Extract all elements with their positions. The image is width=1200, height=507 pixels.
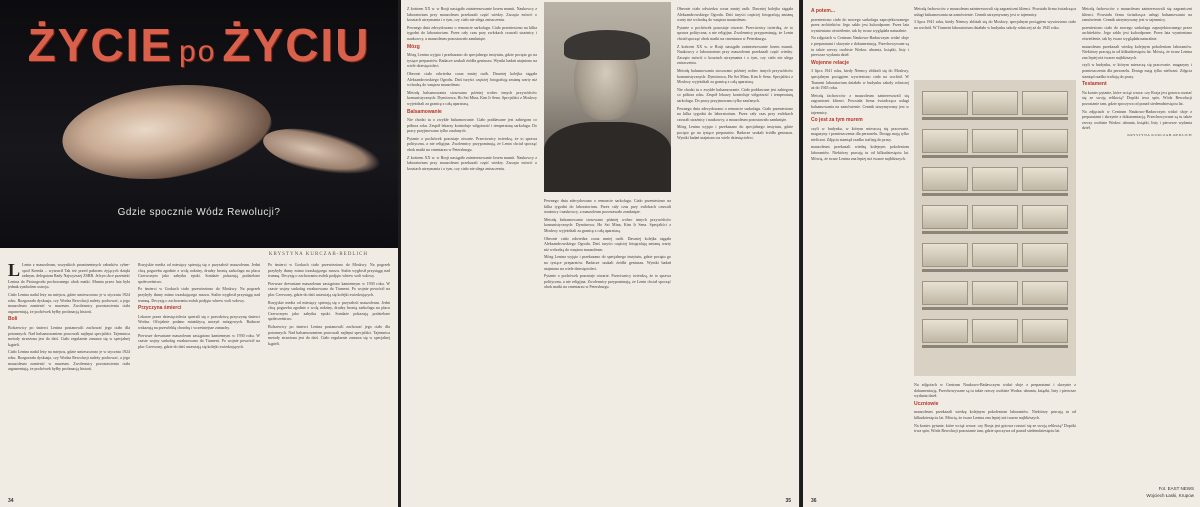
archive-box (1022, 243, 1068, 267)
archive-box (922, 167, 968, 191)
paragraph: Pierwsze drewniane mauzoleum zastąpiono kamiennym w 1930 roku. W czasie wojny sarkofag ewakuowano do Tiumeni. Po wojnie powrócił na plac Czerwony, gdzie do dziś ustawiają się kolejki zwiedzających. (268, 280, 390, 297)
paragraph: Na koniec pytanie, które wciąż wraca: czy Rosja jest gotowa rozstać się ze swoją relikwią? Dopóki trwa spór, Wódz Rewolucji pozostanie tam, gdzie spoczywa od ponad siedemdziesięciu lat. (914, 422, 1076, 434)
paragraph: Pytanie o pochówek pozostaje otwarte. Przeciwnicy twierdzą, że to sprawa polityczna, a nie religijna. Zwolennicy przypominają, że Lenin chciał spocząć obok matki na cmentarzu w Petersburgu. (544, 273, 671, 290)
column (268, 262, 390, 497)
page36-left-column (811, 6, 909, 496)
lenin-hand-image (259, 120, 385, 184)
paragraph: Na zdjęciach w Centrum Naukowo-Badawczym widać słoje z preparatami i skrzynie z dokumentacją. Przechowywane są tu także rzeczy osobiste Wodza: ubrania, książki, listy i pierwsze wydania dzieł. (914, 382, 1076, 399)
paragraph: Na koniec pytanie, które wciąż wraca: czy Rosja jest gotowa rozstać się ze swoją relikwią? Dopóki trwa spór, Wódz Rewolucji pozostanie tam, gdzie spoczywa od ponad siedemdziesięciu lat. (1082, 89, 1192, 106)
title-word-zyciu: ŻYCIU (222, 19, 371, 71)
paragraph: Pewnego dnia zdecydowano o remoncie sarkofagu. Ciało przeniesiono na kilka tygodni do laboratorium. Przez cały czas przy zwłokach czuwali strażnicy i naukowcy, a mauzoleum pozostawało zamknięte. (677, 105, 793, 122)
page35-right-column (677, 6, 793, 496)
archive-box (972, 167, 1018, 191)
paragraph: Lekarze przez dziesięciolecia spierali się o prawdziwą przyczynę śmierci Wodza. Oficjalnie podano miażdżycę naczyń mózgowych. Badacze wskazują na przewlekłą chorobę i wcześniejsze zamachy. (138, 313, 260, 330)
paragraph: Z końcem XX w. w Rosji nastąpiło zainteresowanie losem mumii. Naukowcy z laboratorium przy mauzoleum przekazali część wiedzy. Zaczęto mówić o kosztach utrzymania i o tym, czy ciało nie ulega zniszczeniu. (407, 6, 537, 23)
column (1082, 6, 1192, 466)
paragraph: Z końcem XX w. w Rosji nastąpiło zainteresowanie losem mumii. Naukowcy z laboratorium przy mauzoleum przekazali część wiedzy. Zaczęto mówić o kosztach utrzymania i o tym, czy ciało nie ulega zniszczeniu. (407, 154, 537, 171)
column (8, 262, 130, 497)
title-word-zycie: ŻYCIE (27, 19, 174, 71)
paragraph: Rosyjskie media od miesięcy spierają się o przyszłość mauzoleum. Jedni chcą pogrzebu zgodnie z wolą rodziny, drudzy bronią sarkofagu na placu Czerwonym jako zabytku epoki. Sondaże pokazują podzielone społeczeństwo. (138, 262, 260, 284)
page34-columns (8, 262, 390, 497)
paragraph: Obecnie ciało odwiedza coraz mniej osób. Dawniej kolejka sięgała Aleksandrowskiego Ogrodu. Dziś turyści częściej fotografują zmianę warty niż wchodzą do wnętrza mauzoleum. (544, 235, 671, 252)
shelf (922, 200, 1068, 234)
article-title (0, 18, 398, 72)
paragraph: przeniesiono ciało do nowego sarkofagu zaprojektowanego przez architektów. Jego szkło jest kuloodporne. Przez lata wymieniano oświetlenie, tak by twarz wyglądała naturalnie. (811, 16, 909, 33)
section-heading: Testament (1082, 81, 1107, 88)
page35-left-column (407, 6, 537, 496)
paragraph: Pewnego dnia zdecydowano o remoncie sarkofagu. Ciało przeniesiono na kilka tygodni do laboratorium. Przez cały czas przy zwłokach czuwali strażnicy i naukowcy, a mauzoleum pozostawało zamknięte. (544, 198, 671, 215)
paragraph: Ciało Lenina nadal leży na miejscu, gdzie umieszczono je w styczniu 1924 roku. Rozgorzała dyskusja, czy Wodza Rewolucji należy pochować, a jego mauzoleum zamienić w muzeum. Zwolennicy pozostawienia ciała argumentują, że pochówek byłby profanacją historii. (8, 291, 130, 314)
lenin-portrait-photo (544, 2, 671, 192)
column (544, 198, 671, 496)
paragraph: Rosyjskie media od miesięcy spierają się o przyszłość mauzoleum. Jedni chcą pogrzebu zgodnie z wolą rodziny, drudzy bronią sarkofagu na placu Czerwonym jako zabytku epoki. Sondaże pokazują podzielone społeczeństwo. (268, 299, 390, 322)
paragraph: czyli w budynku, w którym mieszczą się pracownie, magazyny i pomieszczenia dla personelu. Dostęp mają tylko nieliczni. Zdjęcia stamtąd rzadko trafiają do prasy. (811, 125, 909, 142)
archive-box (972, 205, 1018, 229)
paragraph: Metodę balsamowania stosowano później wobec innych przywódców komunistycznych: Dymitrowa, Ho Szi Mina, Kim Ir Sena. Specjaliści z Moskwy wyjeżdżali za granicę z całą aparaturą. (677, 67, 793, 85)
paragraph: Metodą fachowców z mauzoleum zainteresowali się zagraniczni klienci. Powstała firma świadcząca usługi balsamowania na zamówienie. Cennik utrzymywany jest w tajemnicy. (914, 6, 1076, 17)
archive-box (1022, 129, 1068, 153)
photo-credit: Fot. EAST NEWS (1158, 486, 1194, 491)
paragraph: Pierwsze drewniane mauzoleum zastąpiono kamiennym w 1930 roku. W czasie wojny sarkofag ewakuowano do Tiumeni. Po wojnie powrócił na plac Czerwony, gdzie do dziś ustawiają się kolejki zwiedzających. (138, 332, 260, 349)
paragraph: Z końcem XX w. w Rosji nastąpiło zainteresowanie losem mumii. Naukowcy z laboratorium przy mauzoleum przekazali część wiedzy. Zaczęto mówić o kosztach utrzymania i o tym, czy ciało nie ulega zniszczeniu. (677, 43, 793, 66)
archive-box (972, 129, 1018, 153)
archive-box (922, 319, 968, 343)
archive-box (922, 281, 968, 305)
paragraph: Na zdjęciach w Centrum Naukowo-Badawczym widać słoje z preparatami i skrzynie z dokumentacją. Przechowywane są tu także rzeczy osobiste Wodza: ubrania, książki, listy i pierwsze wydania dzieł. (1082, 108, 1192, 131)
article-subtitle: Gdzie spocznie Wódz Rewolucji? (117, 207, 281, 218)
paragraph: 3 lipca 1941 roku, kiedy Niemcy zbliżali się do Moskwy, specjalnym pociągiem wywieziono ciało na wschód. W Tiumeni laboratorium działało w budynku szkoły rolniczej aż do 1945 roku. (914, 19, 1076, 30)
section-heading: Boli (8, 316, 18, 323)
hero-photo (0, 0, 398, 248)
archive-box (972, 319, 1018, 343)
archive-box (1022, 319, 1068, 343)
lenin-face-image (58, 75, 276, 188)
archive-box (1022, 205, 1068, 229)
paragraph: Nie chodzi tu o zwykłe balsamowanie. Ciało poddawane jest zabiegom co półtora roku. Zespół lekarzy kontroluje wilgotność i temperaturę sarkofagu. Do pracy przyjmowano tylko zaufanych. (407, 117, 537, 134)
archive-box (1022, 91, 1068, 115)
shelf (922, 314, 1068, 348)
column (677, 6, 793, 496)
column (138, 262, 260, 497)
shelf (922, 276, 1068, 310)
paragraph: przeniesiono ciało do nowego sarkofagu zaprojektowanego przez architektów. Jego szkło jest kuloodporne. Przez lata wymieniano oświetlenie, tak by twarz wyglądała naturalnie. (1082, 24, 1192, 41)
paragraph: Nie chodzi tu o zwykłe balsamowanie. Ciało poddawane jest zabiegom co półtora roku. Zespół lekarzy kontroluje wilgotność i temperaturę sarkofagu. Do pracy przyjmowano tylko zaufanych. (677, 86, 793, 103)
page-number: 35 (785, 498, 791, 504)
paragraph: Po śmierci w Gorkach ciało przewieziono do Moskwy. Na pogrzeb przybyły tłumy mimo trzaskającego mrozu. Stalin wygłosił przysięgę nad trumną. Decyzję o zachowaniu zwłok podjęto wbrew woli wdowy. (268, 262, 390, 279)
page36-right-column (1082, 6, 1192, 466)
author-signature: KRYSTYNA KURCZAB-REDLICH (1127, 132, 1192, 137)
photo-credit-detail: Wojciech Łaski, Krupow (1146, 493, 1194, 498)
archive-box (1022, 281, 1068, 305)
archive-box (922, 243, 968, 267)
column (811, 6, 909, 496)
paragraph: Mózg Lenina wyjęto i przekazano do specjalnego instytutu, gdzie pocięto go na tysiące preparatów. Badacze szukali źródła geniuszu. Wyniki badań utajniono na wiele dziesięcioleci. (544, 254, 671, 271)
section-heading: Wojenne relacje (811, 59, 849, 66)
page-34 (0, 0, 398, 507)
paragraph: Mózg Lenina wyjęto i przekazano do specjalnego instytutu, gdzie pocięto go na tysiące preparatów. Badacze szukali źródła geniuszu. Wyniki badań utajniono na wiele dziesięcioleci. (407, 52, 537, 69)
paragraph: Bolszewicy po śmierci Lenina postanowili zachować jego ciało dla potomnych. Nad balsamowaniem pracowali najlepsi specjaliści. Tajemnica metody strzeżona jest do dziś. Ciało regularnie zanurza się w specjalnej kąpieli. (8, 324, 130, 347)
section-heading: A potem... (811, 8, 835, 14)
archive-box (922, 129, 968, 153)
column (407, 6, 537, 496)
shelf (922, 162, 1068, 196)
paragraph: mauzoleum przekazali wiedzę kolejnym pokoleniom laborantów. Niektórzy pracują tu od kilkudziesięciu lat. Mówią, że twarz Lenina zna lepiej niż twarze najbliższych. (914, 409, 1076, 420)
paragraph: Mózg Lenina wyjęto i przekazano do specjalnego instytutu, gdzie pocięto go na tysiące preparatów. Badacze szukali źródła geniuszu. Wyniki badań utajniono na wiele dziesięcioleci. (677, 124, 793, 141)
paragraph: Na zdjęciach w Centrum Naukowo-Badawczym widać słoje z preparatami i skrzynie z dokumentacją. Przechowywane są tu także rzeczy osobiste Wodza: ubrania, książki, listy i pierwsze wydania dzieł. (811, 35, 909, 58)
paragraph: Metodę balsamowania stosowano później wobec innych przywódców komunistycznych: Dymitrowa, Ho Szi Mina, Kim Ir Sena. Specjaliści z Moskwy wyjeżdżali za granicę z całą aparaturą. (407, 89, 537, 106)
page-36 (803, 0, 1200, 507)
section-heading: Przyczyna śmierci (138, 305, 182, 312)
paragraph: Pewnego dnia zdecydowano o remoncie sarkofagu. Ciało przeniesiono na kilka tygodni do laboratorium. Przez cały czas przy zwłokach czuwali strażnicy i naukowcy, a mauzoleum pozostawało zamknięte. (407, 24, 537, 41)
lead-paragraph: Lenin z mauzoleum, wszystkich prominentnych członków cyber-spod Kremla – wyrzucił Tak też przed pałacem żyjących dzięki radnym, delegatom Rady Najwyższej ZSRR. Jelcyn chce przenieść Lenina do Piotrogrodu pochowanego obok matki. Mumia przez lata była jednak symbolem ustroju. (8, 262, 130, 290)
section-heading: Balsamowanie (407, 108, 442, 115)
section-heading: Co jest za tym murem (811, 117, 863, 124)
title-word-po: po (179, 35, 217, 68)
archive-box (1022, 167, 1068, 191)
paragraph: Metodę balsamowania stosowano później wobec innych przywódców komunistycznych: Dymitrowa, Ho Szi Mina, Kim Ir Sena. Specjaliści z Moskwy wyjeżdżali za granicę z całą aparaturą. (544, 216, 671, 233)
paragraph: mauzoleum przekazali wiedzę kolejnym pokoleniom laborantów. Niektórzy pracują tu od kilkudziesięciu lat. Mówią, że twarz Lenina zna lepiej niż twarze najbliższych. (1082, 43, 1192, 60)
paragraph: Metodą fachowców z mauzoleum zainteresowali się zagraniczni klienci. Powstała firma świadcząca usługi balsamowania na zamówienie. Cennik utrzymywany jest w tajemnicy. (1082, 6, 1192, 23)
paragraph: Ciało Lenina nadal leży na miejscu, gdzie umieszczono je w styczniu 1924 roku. Rozgorzała dyskusja, czy Wodza Rewolucji należy pochować, a jego mauzoleum zamienić w muzeum. Zwolennicy pozostawienia ciała argumentują, że pochówek byłby profanacją historii. (8, 349, 130, 372)
page-number: 36 (811, 498, 817, 504)
paragraph: Po śmierci w Gorkach ciało przewieziono do Moskwy. Na pogrzeb przybyły tłumy mimo trzaskającego mrozu. Stalin wygłosił przysięgę nad trumną. Decyzję o zachowaniu zwłok podjęto wbrew woli wdowy. (138, 286, 260, 303)
column (914, 6, 1076, 76)
page35-mid-column (544, 198, 671, 496)
page-number: 34 (8, 498, 14, 504)
shelf (922, 124, 1068, 158)
archive-box (972, 243, 1018, 267)
archive-box (922, 205, 968, 229)
paragraph: Obecnie ciało odwiedza coraz mniej osób. Dawniej kolejka sięgała Aleksandrowskiego Ogrodu. Dziś turyści częściej fotografują zmianę warty niż wchodzą do wnętrza mauzoleum. (407, 70, 537, 88)
archive-box (922, 91, 968, 115)
paragraph: Pytanie o pochówek pozostaje otwarte. Przeciwnicy twierdzą, że to sprawa polityczna, a nie religijna. Zwolennicy przypominają, że Lenin chciał spocząć obok matki na cmentarzu w Petersburgu. (407, 135, 537, 153)
byline: KRYSTYNA KURCZAB-REDLICH (268, 252, 368, 257)
page36-top-mid-column (914, 6, 1076, 76)
page-35 (401, 0, 799, 507)
page36-bottom-mid-column (914, 382, 1076, 496)
archive-box (972, 281, 1018, 305)
archive-shelves-photo (914, 80, 1076, 376)
portrait-cap (564, 30, 650, 60)
paragraph: Metodą fachowców z mauzoleum zainteresowali się zagraniczni klienci. Powstała firma świadcząca usługi balsamowania na zamówienie. Cennik utrzymywany jest w tajemnicy. (811, 92, 909, 115)
paragraph: 3 lipca 1941 roku, kiedy Niemcy zbliżali się do Moskwy, specjalnym pociągiem wywieziono ciało na wschód. W Tiumeni laboratorium działało w budynku szkoły rolniczej aż do 1945 roku. (811, 68, 909, 91)
drop-cap: L (8, 262, 21, 280)
shelf (922, 238, 1068, 272)
archive-box (972, 91, 1018, 115)
shelf (922, 86, 1068, 120)
section-heading: Uczniowie (914, 400, 939, 407)
paragraph: mauzoleum przekazali wiedzę kolejnym pokoleniom laborantów. Niektórzy pracują tu od kilkudziesięciu lat. Mówią, że twarz Lenina zna lepiej niż twarze najbliższych. (811, 144, 909, 161)
paragraph: czyli w budynku, w którym mieszczą się pracownie, magazyny i pomieszczenia dla personelu. Dostęp mają tylko nieliczni. Zdjęcia stamtąd rzadko trafiają do prasy. (1082, 62, 1192, 79)
paragraph: Pytanie o pochówek pozostaje otwarte. Przeciwnicy twierdzą, że to sprawa polityczna, a nie religijna. Zwolennicy przypominają, że Lenin chciał spocząć obok matki na cmentarzu w Petersburgu. (677, 24, 793, 41)
paragraph: Obecnie ciało odwiedza coraz mniej osób. Dawniej kolejka sięgała Aleksandrowskiego Ogrodu. Dziś turyści częściej fotografują zmianę warty niż wchodzą do wnętrza mauzoleum. (677, 6, 793, 23)
paragraph: Bolszewicy po śmierci Lenina postanowili zachować jego ciało dla potomnych. Nad balsamowaniem pracowali najlepsi specjaliści. Tajemnica metody strzeżona jest do dziś. Ciało regularnie zanurza się w specjalnej kąpieli. (268, 323, 390, 346)
column (914, 382, 1076, 496)
section-heading: Mózg (407, 43, 420, 50)
portrait-coat (544, 122, 671, 192)
